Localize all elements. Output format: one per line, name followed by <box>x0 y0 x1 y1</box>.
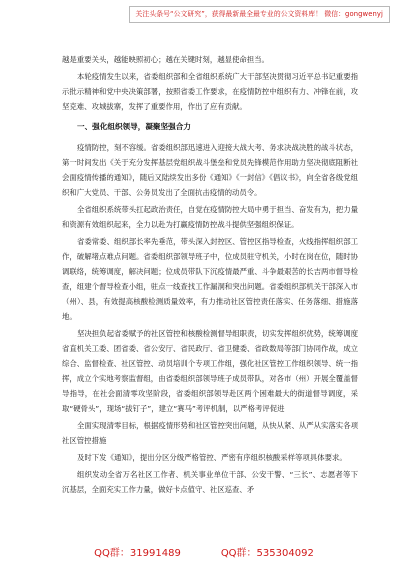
section-paragraph-4: 坚决担负起省委赋予的社区管控和核酸检测督导组职责，切实发挥组织优势，统筹调度省直机关工委、团省委、省公安厅、省民政厅、省卫健委、省政数局等部门协同作战，成立综合、监督检查、社区管控、动员培训个专项工作组，强化社区管控工作组织领导、统一指挥，成立个实地考察监督组，由省委组织部领导班子成员带队，对各市（州）开展全覆盖督导指导，在社会面清零攻坚阶段，省委组织部领导赴区两个困难最大的街道督导调度，采取“硬骨头”，现场“拔钉子”，建立“赛马”考评机制，以严格考评促进 <box>62 329 358 413</box>
section-paragraph-1: 疫情防控，刻不容缓。省委组织部迅速进入迎接大战大考、务求决战决胜的战斗状态，第一时间发出《关于充分发挥基层党组织战斗堡垒和党员先锋模范作用助力坚决彻底阻断社会面疫情传播的通知》，随后又陆续发出多份《通知》《一封信》《倡议书》，向全省各级党组织和广大党员、干部、公务员发出了全面抗击疫情的动员令。 <box>62 143 358 197</box>
footer-qq-group-2: QQ群：535304092 <box>220 548 314 559</box>
section-paragraph-7: 组织发动全省万名社区工作者、机关事业单位干部、公安干警、“三长”、志愿者等下沉基层，全面充实工作力量，做好卡点值守、社区巡查、矛 <box>62 470 358 494</box>
section-paragraph-3: 省委常委、组织部长率先垂范，带头深入封控区、管控区指导检查，火线指挥组织部工作，破解堵点难点问题。省委组织部领导班子中，位成员驻守机关，小时在岗在位，随时协调联络，统筹调度，解决问题；位成员带队下沉疫情最严重、斗争最艰苦的长吉两市督导检查，组建个督导检查小组，驻点一线查找工作漏洞和突出问题。省委组织部机关干部深入市（州）、县，有效提高核酸检测质量效率，有力推动社区管控责任落实、任务落细、措施落地。 <box>62 237 358 321</box>
intro-paragraph-2: 本轮疫情发生以来，省委组织部和全省组织系统广大干部坚决贯彻习近平总书记重要指示批示精神和党中央决策部署，按照省委工作要求，在疫情防控中组织有力、冲锋在前，攻坚克难、攻城拔寨，发挥了重要作用，作出了应有贡献。 <box>62 72 358 111</box>
section-paragraph-6: 及时下发《通知》，提出分区分级严格管控、严密有序组织核酸采样等项具体要求。 <box>77 453 347 462</box>
document-body <box>62 52 358 499</box>
section-paragraph-2: 全省组织系统带头扛起政治责任，自觉在疫情防控大局中勇于担当、奋发有为，把力量和资源有效组织起来，全力以赴为打赢疫情防控战斗提供坚强组织保证。 <box>62 205 358 229</box>
intro-paragraph-1: 越是重要关头，越能映照初心；越在关键时刻，越显使命担当。 <box>62 55 269 64</box>
section-heading: 一、强化组织领导，凝聚坚强合力 <box>77 122 191 131</box>
section-paragraph-5: 全面实现清零目标，根据疫情形势和社区管控突出问题，从快从紧、从严从实落实各项社区管控措施 <box>62 421 358 445</box>
footer-qq-group-1: QQ群：31991489 <box>94 548 181 559</box>
footer <box>0 544 408 559</box>
header-banner: 关注头条号“公文研究”，获得最新最全最专业的公文资料库！ 微信：gongwenyj <box>129 6 390 23</box>
